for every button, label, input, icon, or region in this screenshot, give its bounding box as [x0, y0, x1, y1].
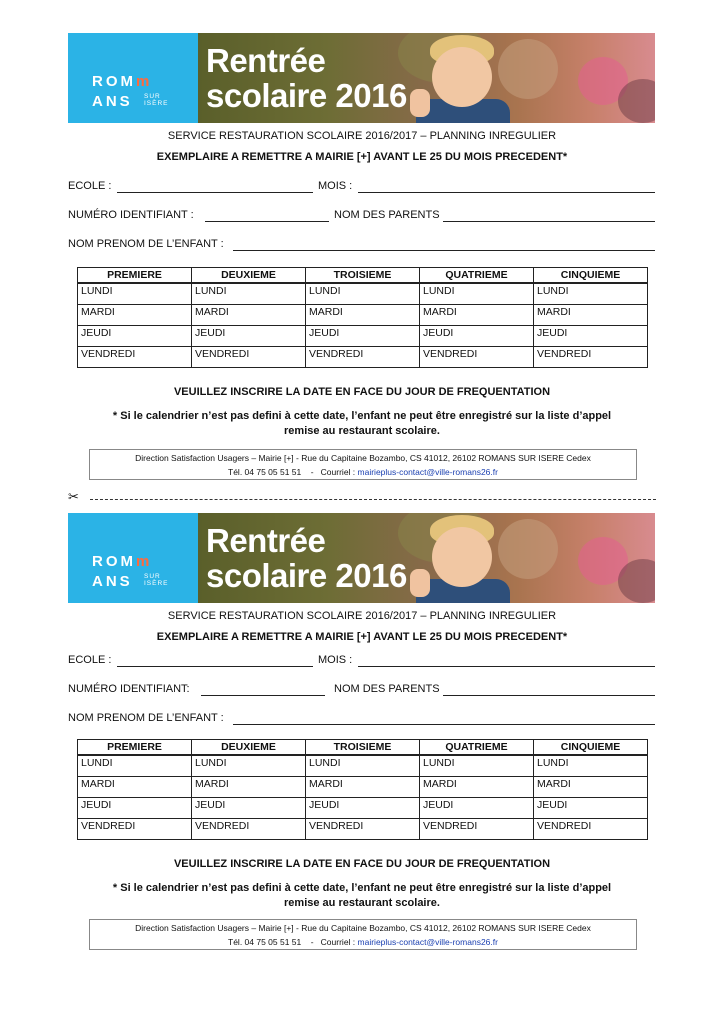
logo-text: ROM [92, 73, 136, 90]
day-cell[interactable]: LUNDI [306, 755, 420, 777]
day-cell[interactable]: LUNDI [78, 755, 192, 777]
day-cell[interactable]: JEUDI [192, 798, 306, 819]
identifiant-field[interactable] [205, 221, 329, 222]
col-deuxieme: DEUXIEME [192, 268, 306, 284]
dashed-separator [90, 499, 656, 500]
day-cell[interactable]: VENDREDI [534, 819, 648, 840]
ecole-label: ECOLE : [68, 654, 112, 666]
day-cell[interactable]: VENDREDI [420, 819, 534, 840]
enfant-label: NOM PRENOM DE L’ENFANT : [68, 238, 224, 250]
col-premiere: PREMIERE [78, 268, 192, 284]
enfant-field[interactable] [233, 724, 655, 725]
day-cell[interactable]: JEUDI [78, 326, 192, 347]
day-cell[interactable]: VENDREDI [192, 347, 306, 368]
parents-field[interactable] [443, 221, 655, 222]
contact-email-link[interactable]: mairieplus-contact@ville-romans26.fr [357, 937, 498, 947]
day-cell[interactable]: JEUDI [420, 326, 534, 347]
exemplaire-instruction: EXEMPLAIRE A REMETTRE A MAIRIE [+] AVANT LE 25 DU MOIS PRECEDENT* [156, 151, 568, 163]
day-cell[interactable]: JEUDI [192, 326, 306, 347]
ecole-field[interactable] [117, 192, 313, 193]
romans-logo [68, 513, 198, 603]
col-premiere: PREMIERE [78, 740, 192, 756]
day-cell[interactable]: MARDI [78, 777, 192, 798]
identifiant-label: NUMÉRO IDENTIFIANT : [68, 209, 194, 221]
mois-label: MOIS : [318, 180, 353, 192]
veuillez-instruction: VEUILLEZ INSCRIRE LA DATE EN FACE DU JOUR DE FREQUENTATION [173, 386, 551, 398]
col-deuxieme: DEUXIEME [192, 740, 306, 756]
logo-text-accent: m [136, 73, 153, 90]
cut-line [68, 490, 656, 507]
day-cell[interactable]: VENDREDI [420, 347, 534, 368]
day-cell[interactable]: JEUDI [420, 798, 534, 819]
day-cell[interactable]: MARDI [534, 305, 648, 326]
mois-field[interactable] [358, 666, 655, 667]
day-cell[interactable]: VENDREDI [192, 819, 306, 840]
week-table [77, 739, 648, 840]
day-cell[interactable]: LUNDI [192, 283, 306, 305]
calendrier-note: * Si le calendrier n’est pas defini à cette date, l’enfant ne peut être enregistré sur la liste d’appel remise au restaurant scolaire. [112, 410, 612, 437]
logo-isere: ISÈRE [144, 100, 169, 107]
contact-box: Direction Satisfaction Usagers – Mairie [+] - Rue du Capitaine Bozambo, CS 41012, 26102 ROMANS SUR ISERE Cedex Tél. 04 75 05 51 51 - Courriel : mairieplus-contact@ville-romans26.fr [89, 919, 637, 950]
table-row [78, 326, 648, 347]
romans-logo [68, 33, 198, 123]
day-cell[interactable]: VENDREDI [306, 819, 420, 840]
banner-title: Rentrée scolaire 2016 [206, 42, 407, 114]
table-row [78, 819, 648, 840]
day-cell[interactable]: LUNDI [420, 755, 534, 777]
day-cell[interactable]: JEUDI [534, 326, 648, 347]
col-cinquieme: CINQUIEME [534, 740, 648, 756]
day-cell[interactable]: LUNDI [306, 283, 420, 305]
mois-field[interactable] [358, 192, 655, 193]
day-cell[interactable]: JEUDI [78, 798, 192, 819]
exemplaire-instruction: EXEMPLAIRE A REMETTRE A MAIRIE [+] AVANT LE 25 DU MOIS PRECEDENT* [156, 631, 568, 643]
day-cell[interactable]: VENDREDI [534, 347, 648, 368]
banner-title: Rentrée scolaire 2016 [206, 522, 407, 594]
logo-sur: SUR [144, 573, 161, 580]
table-row [78, 755, 648, 777]
contact-email-link[interactable]: mairieplus-contact@ville-romans26.fr [357, 467, 498, 477]
veuillez-instruction: VEUILLEZ INSCRIRE LA DATE EN FACE DU JOUR DE FREQUENTATION [173, 858, 551, 870]
logo-sur: SUR [144, 93, 161, 100]
day-cell[interactable]: JEUDI [306, 326, 420, 347]
table-row [78, 283, 648, 305]
contact-phone: Tél. 04 75 05 51 51 [228, 937, 302, 947]
calendrier-note: * Si le calendrier n’est pas defini à cette date, l’enfant ne peut être enregistré sur la liste d’appel remise au restaurant scolaire. [112, 882, 612, 909]
day-cell[interactable]: VENDREDI [306, 347, 420, 368]
logo-text-accent: m [136, 553, 153, 570]
logo-text: ROM [92, 553, 136, 570]
logo-isere: ISÈRE [144, 580, 169, 587]
day-cell[interactable]: JEUDI [534, 798, 648, 819]
banner [68, 33, 655, 123]
day-cell[interactable]: MARDI [78, 305, 192, 326]
banner [68, 513, 655, 603]
logo-text: ANS [92, 573, 133, 590]
table-row [78, 798, 648, 819]
col-troisieme: TROISIEME [306, 268, 420, 284]
enfant-field[interactable] [233, 250, 655, 251]
contact-address: Direction Satisfaction Usagers – Mairie [+] - Rue du Capitaine Bozambo, CS 41012, 26102 ROMANS SUR ISERE Cedex [135, 453, 591, 463]
day-cell[interactable]: LUNDI [192, 755, 306, 777]
service-title: SERVICE RESTAURATION SCOLAIRE 2016/2017 – PLANNING INREGULIER [167, 610, 557, 622]
ecole-label: ECOLE : [68, 180, 112, 192]
contact-courriel-label: Courriel : [320, 467, 356, 477]
parents-label: NOM DES PARENTS [334, 683, 440, 695]
contact-address: Direction Satisfaction Usagers – Mairie [+] - Rue du Capitaine Bozambo, CS 41012, 26102 ROMANS SUR ISERE Cedex [135, 923, 591, 933]
col-quatrieme: QUATRIEME [420, 268, 534, 284]
day-cell[interactable]: MARDI [420, 777, 534, 798]
contact-box: Direction Satisfaction Usagers – Mairie [+] - Rue du Capitaine Bozambo, CS 41012, 26102 ROMANS SUR ISERE Cedex Tél. 04 75 05 51 51 - Courriel : mairieplus-contact@ville-romans26.fr [89, 449, 637, 480]
table-row [78, 305, 648, 326]
table-row [78, 347, 648, 368]
parents-field[interactable] [443, 695, 655, 696]
ecole-field[interactable] [117, 666, 313, 667]
scissors-icon: ✂ [68, 490, 79, 505]
enfant-label: NOM PRENOM DE L’ENFANT : [68, 712, 224, 724]
week-table [77, 267, 648, 368]
contact-courriel-label: Courriel : [320, 937, 356, 947]
day-cell[interactable]: LUNDI [78, 283, 192, 305]
col-troisieme: TROISIEME [306, 740, 420, 756]
table-row [78, 777, 648, 798]
day-cell[interactable]: VENDREDI [78, 347, 192, 368]
col-cinquieme: CINQUIEME [534, 268, 648, 284]
identifiant-label: NUMÉRO IDENTIFIANT: [68, 683, 190, 695]
identifiant-field[interactable] [201, 695, 325, 696]
day-cell[interactable]: MARDI [192, 305, 306, 326]
day-cell[interactable]: MARDI [306, 777, 420, 798]
day-cell[interactable]: MARDI [306, 305, 420, 326]
day-cell[interactable]: JEUDI [306, 798, 420, 819]
day-cell[interactable]: MARDI [534, 777, 648, 798]
service-title: SERVICE RESTAURATION SCOLAIRE 2016/2017 – PLANNING INREGULIER [167, 130, 557, 142]
day-cell[interactable]: LUNDI [420, 283, 534, 305]
parents-label: NOM DES PARENTS [334, 209, 440, 221]
day-cell[interactable]: VENDREDI [78, 819, 192, 840]
mois-label: MOIS : [318, 654, 353, 666]
logo-text: ANS [92, 93, 133, 110]
day-cell[interactable]: MARDI [192, 777, 306, 798]
col-quatrieme: QUATRIEME [420, 740, 534, 756]
day-cell[interactable]: LUNDI [534, 283, 648, 305]
contact-phone: Tél. 04 75 05 51 51 [228, 467, 302, 477]
day-cell[interactable]: MARDI [420, 305, 534, 326]
day-cell[interactable]: LUNDI [534, 755, 648, 777]
